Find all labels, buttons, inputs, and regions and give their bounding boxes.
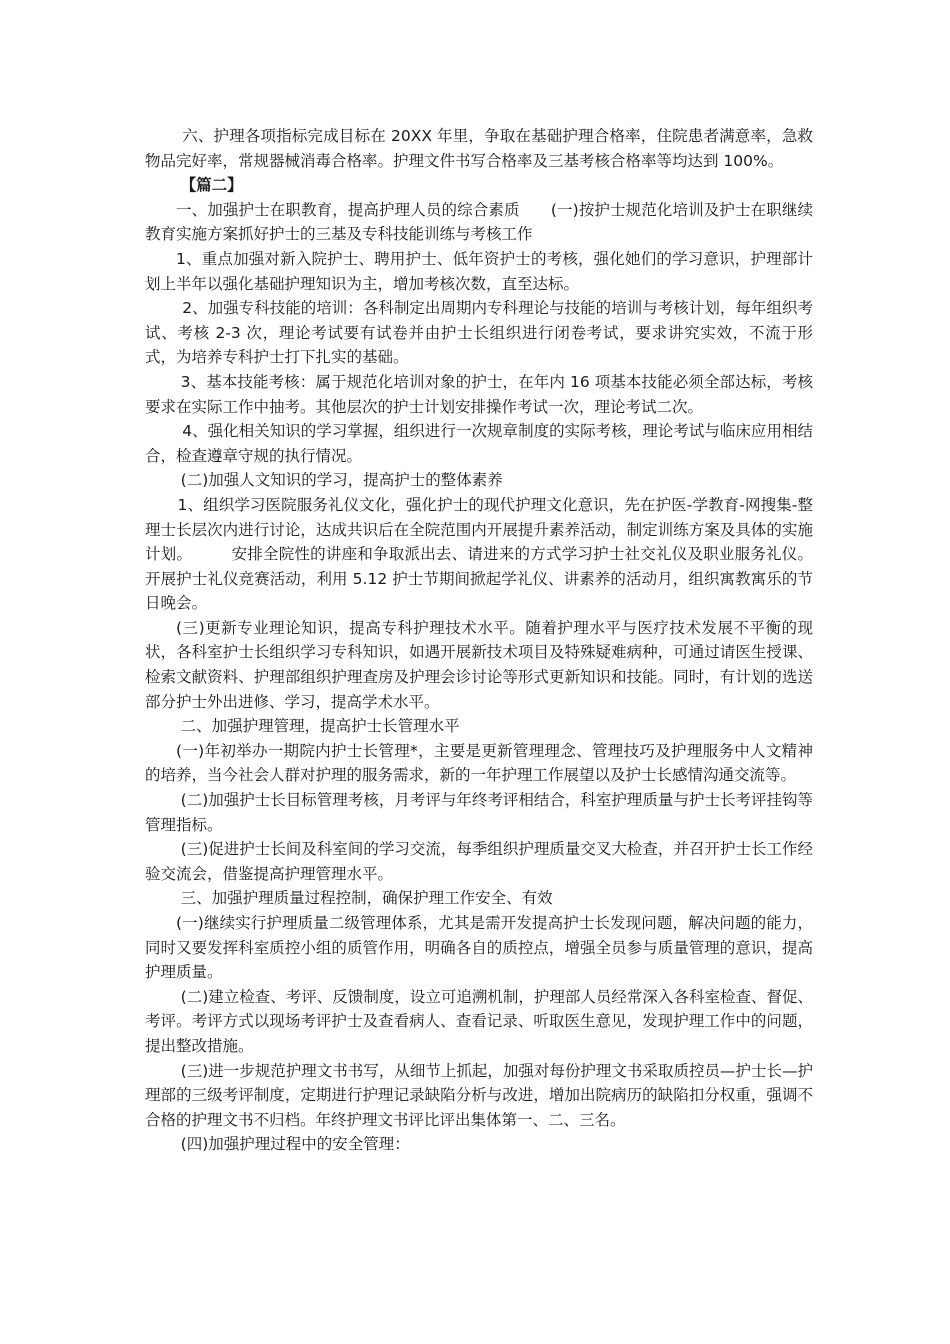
paragraph-1: 六、护理各项指标完成目标在 20XX 年里，争取在基础护理合格率，住院患者满意率，急救物品完好率，常规器械消毒合格率。护理文件书写合格率及三基考核合格率等均达到 100%。 xyxy=(145,127,813,170)
paragraph-18: (三)进一步规范护理文书书写，从细节上抓起，加强对每份护理文书采取质控员—护士长—护理部的三级考评制度，定期进行护理记录缺陷分析与改进，增加出院病历的缺陷扣分权重，强调不合格的护理文书不归档。年终护理文书评比评出集体第一、二、三名。 xyxy=(145,1061,813,1129)
paragraph-15: 三、加强护理质量过程控制，确保护理工作安全、有效 xyxy=(180,889,553,908)
paragraph-8: (二)加强人文知识的学习，提高护士的整体素养 xyxy=(180,471,503,490)
section-heading: 【篇二】 xyxy=(180,176,243,195)
paragraph-17: (二)建立检查、考评、反馈制度，设立可追溯机制，护理部人员经常深入各科室检查、督促、考评。考评方式以现场考评护士及查看病人、查看记录、听取医生意见，发现护理工作中的问题，提出整改措施。 xyxy=(145,987,813,1055)
paragraph-6: 3、基本技能考核：属于规范化培训对象的护士，在年内 16 项基本技能必须全部达标，考核要求在实际工作中抽考。其他层次的护士计划安排操作考试一次，理论考试二次。 xyxy=(145,372,813,416)
paragraph-7: 4、强化相关知识的学习掌握，组织进行一次规章制度的实际考核，理论考试与临床应用相结合，检查遵章守规的执行情况。 xyxy=(145,422,813,465)
paragraph-9: 1、组织学习医院服务礼仪文化，强化护士的现代护理文化意识，先在护医-学教育-网搜集-整理士长层次内进行讨论，达成共识后在全院范围内开展提升素养活动，制定训练方案及具体的实施计划。 安排全院性的讲座和争取派出去、请进来的方式学习护士社交礼仪及职业服务礼仪。开展护士礼仪竞赛活动，利用 5.12 护士节期间掀起学礼仪、讲素养的活动月，组织寓教寓乐的节日晚会。 xyxy=(145,495,813,613)
paragraph-10: (三)更新专业理论知识，提高专科护理技术水平。随着护理水平与医疗技术发展不平衡的现状，各科室护士长组织学习专科知识，如遇开展新技术项目及特殊疑难病种，可通过请医生授课、检索文献资料、护理部组织护理查房及护理会诊讨论等形式更新知识和技能。同时，有计划的选送部分护士外出进修、学习，提高学术水平。 xyxy=(145,618,813,711)
paragraph-3: 一、加强护士在职教育，提高护理人员的综合素质 (一)按护士规范化培训及护士在职继续教育实施方案抓好护士的三基及专科技能训练与考核工作 xyxy=(145,200,813,244)
document-body xyxy=(145,124,813,1157)
paragraph-4: 1、重点加强对新入院护士、聘用护士、低年资护士的考核，强化她们的学习意识，护理部计划上半年以强化基础护理知识为主，增加考核次数，直至达标。 xyxy=(145,249,813,293)
paragraph-12: (一)年初举办一期院内护士长管理*，主要是更新管理理念、管理技巧及护理服务中人文精神的培养，当今社会人群对护理的服务需求，新的一年护理工作展望以及护士长感情沟通交流等。 xyxy=(145,741,813,785)
paragraph-5: 2、加强专科技能的培训：各科制定出周期内专科理论与技能的培训与考核计划，每年组织考试、考核 2-3 次，理论考试要有试卷并由护士长组织进行闭卷考试，要求讲究实效，不流于形式，为培养专科护士打下扎实的基础。 xyxy=(145,299,813,367)
paragraph-13: (二)加强护士长目标管理考核，月考评与年终考评相结合，科室护理质量与护士长考评挂钩等管理指标。 xyxy=(145,791,813,834)
paragraph-16: (一)继续实行护理质量二级管理体系，尤其是需开发提高护士长发现问题，解决问题的能力，同时又要发挥科室质控小组的质管作用，明确各自的质控点，增强全员参与质量管理的意识，提高护理质量。 xyxy=(145,914,813,982)
paragraph-11: 二、加强护理管理，提高护士长管理水平 xyxy=(180,717,460,736)
paragraph-14: (三)促进护士长间及科室间的学习交流，每季组织护理质量交叉大检查，并召开护士长工作经验交流会，借鉴提高护理管理水平。 xyxy=(145,840,813,883)
paragraph-19: (四)加强护理过程中的安全管理： xyxy=(180,1135,410,1154)
